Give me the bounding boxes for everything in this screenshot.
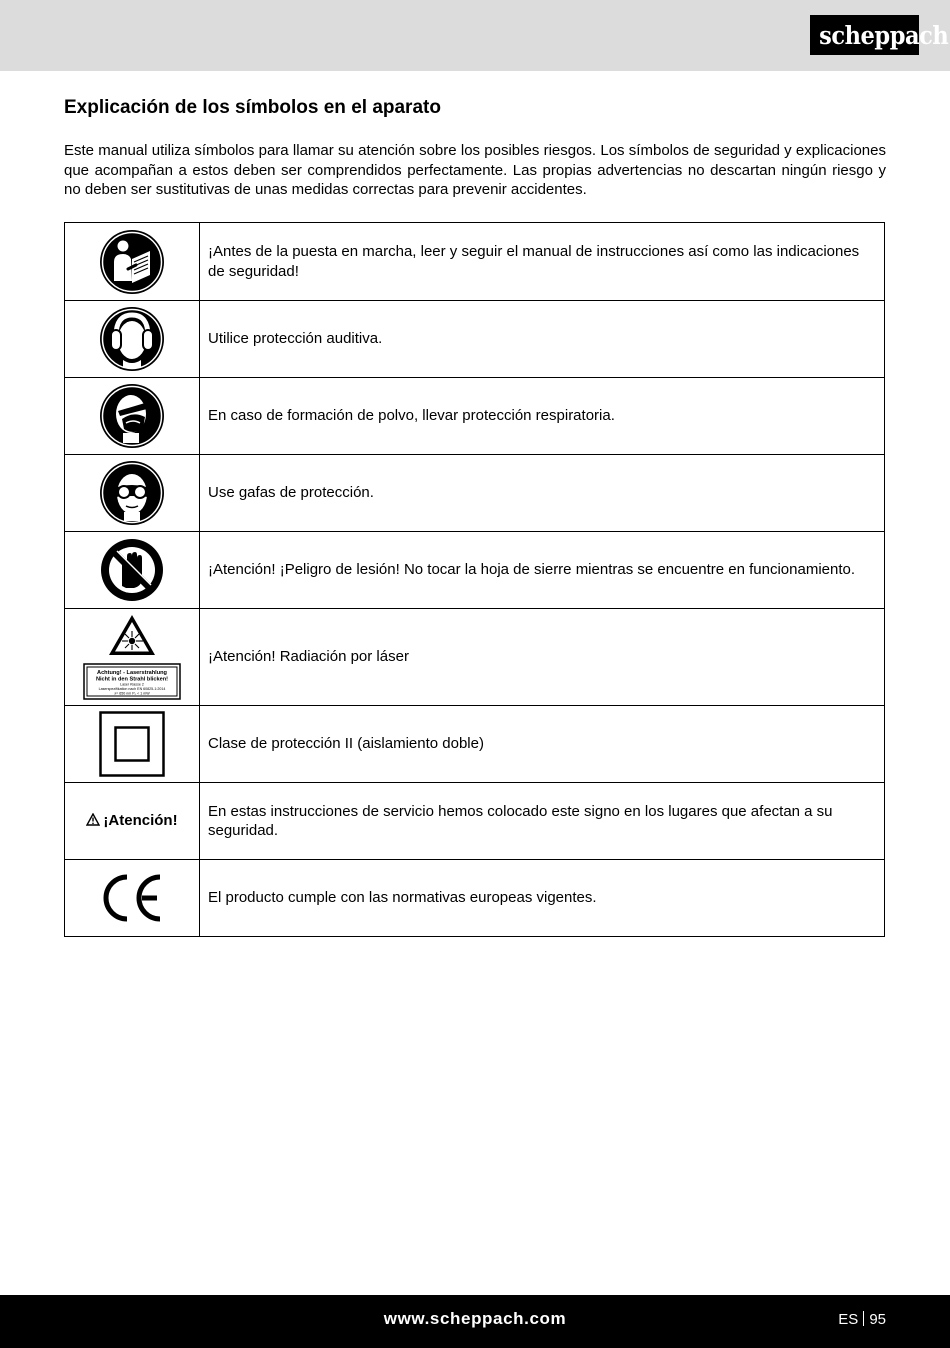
symbol-row xyxy=(65,532,885,609)
icon-cell xyxy=(65,706,200,783)
hearing-protection-icon xyxy=(99,306,165,372)
footer-bar xyxy=(0,1295,950,1348)
ce-mark-icon xyxy=(98,873,166,923)
symbol-row xyxy=(65,609,885,706)
symbol-description: El producto cumple con las normativas europeas vigentes. xyxy=(200,860,885,937)
icon-cell xyxy=(65,301,200,378)
intro-paragraph: Este manual utiliza símbolos para llamar su atención sobre los posibles riesgos. Los símbolos de seguridad y explicaciones que acompañan a estos deben ser comprendidos perfectamente. Las propias advertencias no descartan ningún riesgo y no deben ser sustitutivas de unas medidas correctas para prevenir accidentes. xyxy=(64,142,886,198)
protection-class-2-icon xyxy=(99,711,165,777)
footer-website-link[interactable]: www.scheppach.com xyxy=(383,1309,567,1328)
symbol-description: En estas instrucciones de servicio hemos colocado este signo en los lugares que afectan a su seguridad. xyxy=(200,783,885,860)
icon-cell xyxy=(65,455,200,532)
brand-logo xyxy=(810,15,949,55)
laser-label-line-1: Achtung! - Laserstrahlung xyxy=(97,670,167,676)
language-code: ES xyxy=(838,1311,859,1328)
icon-cell xyxy=(65,532,200,609)
symbol-row xyxy=(65,301,885,378)
page-indicator xyxy=(838,1311,886,1328)
symbol-description: ¡Atención! Radiación por láser xyxy=(200,609,885,706)
symbol-description: ¡Atención! ¡Peligro de lesión! No tocar la hoja de sierre mientras se encuentre en funcionamiento. xyxy=(200,532,885,609)
symbol-row xyxy=(65,378,885,455)
attention-label xyxy=(86,812,177,829)
laser-label-line-4: Laserspezifikation nach EN 60825-1:2014 xyxy=(98,687,166,691)
attention-label-text: ¡Atención! xyxy=(103,812,178,829)
safety-goggles-icon xyxy=(99,460,165,526)
symbol-description: Utilice protección auditiva. xyxy=(200,301,885,378)
symbol-row xyxy=(65,223,885,301)
page-number: 95 xyxy=(869,1311,886,1328)
header-band xyxy=(0,0,950,71)
page-separator xyxy=(863,1311,864,1326)
laser-label-line-2: Nicht in den Strahl blicken! xyxy=(95,676,169,683)
symbol-description: Use gafas de protección. xyxy=(200,455,885,532)
symbol-row xyxy=(65,783,885,860)
warning-triangle-icon xyxy=(86,813,100,826)
icon-cell xyxy=(65,783,200,860)
icon-cell xyxy=(65,609,200,706)
symbols-table xyxy=(64,222,885,937)
symbol-description: En caso de formación de polvo, llevar protección respiratoria. xyxy=(200,378,885,455)
laser-label-line-5: λ= 650 nm P₀ < 1 mW xyxy=(114,691,150,696)
symbol-row xyxy=(65,860,885,937)
logo-text: scheppach xyxy=(819,21,949,50)
laser-label-line-3: Laser Klasse 2 xyxy=(120,682,144,687)
do-not-touch-icon xyxy=(100,538,164,602)
symbol-description: ¡Antes de la puesta en marcha, leer y seguir el manual de instrucciones así como las indicaciones de seguridad! xyxy=(200,223,885,301)
symbol-row xyxy=(65,706,885,783)
page-title: Explicación de los símbolos en el aparato xyxy=(64,97,441,118)
read-manual-icon xyxy=(99,229,165,295)
laser-warning-icon xyxy=(83,613,181,701)
icon-cell xyxy=(65,223,200,301)
symbol-description: Clase de protección II (aislamiento doble) xyxy=(200,706,885,783)
icon-cell xyxy=(65,860,200,937)
respiratory-protection-icon xyxy=(99,383,165,449)
symbol-row xyxy=(65,455,885,532)
icon-cell xyxy=(65,378,200,455)
